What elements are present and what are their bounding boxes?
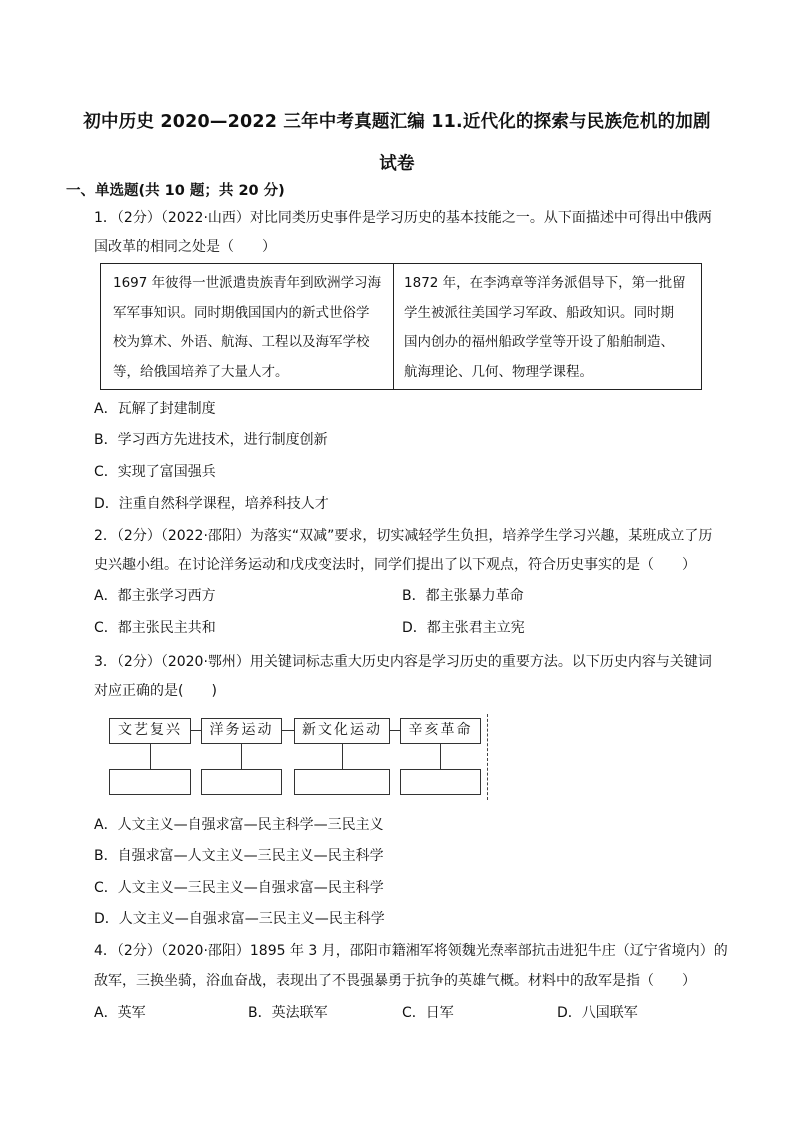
connector-line [440,744,441,769]
exam-title-line2: 试卷 [379,154,415,174]
q4-stem-cont: 敌军，三换坐骑，浴血奋战，表现出了不畏强暴勇于抗争的英雄气概。材料中的敌军是指（ ） [94,973,696,989]
q3-stem-cont: 对应正确的是( ) [94,683,217,699]
q2-option-c[interactable]: C．都主张民主共和 [94,620,216,636]
answer-blank [400,769,481,795]
connector-line [150,744,151,769]
q2-option-a[interactable]: A．都主张学习西方 [94,588,216,604]
q4-option-d[interactable]: D．八国联军 [557,1005,638,1021]
keyword-box-xinhai: 辛亥革命 [400,718,481,744]
q1-stem: 1．（2分）（2022·山西）对比同类历史事件是学习历史的基本技能之一。从下面描述中可得出中俄两 [94,210,712,226]
answer-blank [201,769,282,795]
connector-line [390,730,400,731]
q4-option-b[interactable]: B．英法联军 [248,1005,328,1021]
keyword-box-new-culture: 新文化运动 [294,718,390,744]
answer-blank [294,769,390,795]
keyword-box-renaissance: 文艺复兴 [109,718,191,744]
q3-option-d[interactable]: D．人文主义—自强求富—三民主义—民主科学 [94,911,385,927]
q1-option-a[interactable]: A．瓦解了封建制度 [94,401,216,417]
connector-line [241,744,242,769]
section-heading: 一、单选题(共 10 题；共 20 分) [66,183,285,199]
q2-stem: 2．（2分）（2022·邵阳）为落实“双减”要求，切实减轻学生负担，培养学生学习兴趣，某班成立了历 [94,528,713,544]
q3-option-c[interactable]: C．人文主义—三民主义—自强求富—民主科学 [94,880,384,896]
q2-option-b[interactable]: B．都主张暴力革命 [402,588,524,604]
comparison-table [100,263,702,390]
q3-option-b[interactable]: B．自强求富—人文主义—三民主义—民主科学 [94,848,384,864]
keyword-box-westernization: 洋务运动 [201,718,282,744]
exam-title: 初中历史 2020—2022 三年中考真题汇编 11.近代化的探索与民族危机的加剧 [83,112,711,132]
q4-option-a[interactable]: A．英军 [94,1005,146,1021]
table-cell-china: 1872 年，在李鸿章等洋务派倡导下，第一批留 学生被派往美国学习军政、船政知识。同时期 国内创办的福州船政学堂等开设了船舶制造、 航海理论、几何、物理学课程。 [404,275,686,380]
q2-option-d[interactable]: D．都主张君主立宪 [402,620,525,636]
q3-stem: 3．（2分）（2020·鄂州）用关键词标志重大历史内容是学习历史的重要方法。以下历史内容与关键词 [94,654,712,670]
q1-option-d[interactable]: D．注重自然科学课程，培养科技人才 [94,496,329,512]
connector-line [342,744,343,769]
table-cell-russia: 1697 年彼得一世派遣贵族青年到欧洲学习海 军军事知识。同时期俄国国内的新式世俗学 校为算术、外语、航海、工程以及海军学校 等，给俄国培养了大量人才。 [101,264,394,389]
connector-line [191,730,201,731]
q4-stem: 4．（2分）（2020·邵阳）1895 年 3 月，邵阳市籍湘军将领魏光焘率部抗击进犯牛庄（辽宁省境内）的 [94,943,728,959]
q1-stem-cont: 国改革的相同之处是（ ） [94,239,276,255]
answer-blank [109,769,191,795]
q1-option-c[interactable]: C．实现了富国强兵 [94,464,216,480]
dashed-divider [487,714,488,800]
q1-option-b[interactable]: B．学习西方先进技术，进行制度创新 [94,432,328,448]
q4-option-c[interactable]: C．日军 [402,1005,454,1021]
q3-option-a[interactable]: A．人文主义—自强求富—民主科学—三民主义 [94,817,384,833]
q2-stem-cont: 史兴趣小组。在讨论洋务运动和戊戌变法时，同学们提出了以下观点，符合历史事实的是（ ） [94,557,696,573]
connector-line [282,730,294,731]
